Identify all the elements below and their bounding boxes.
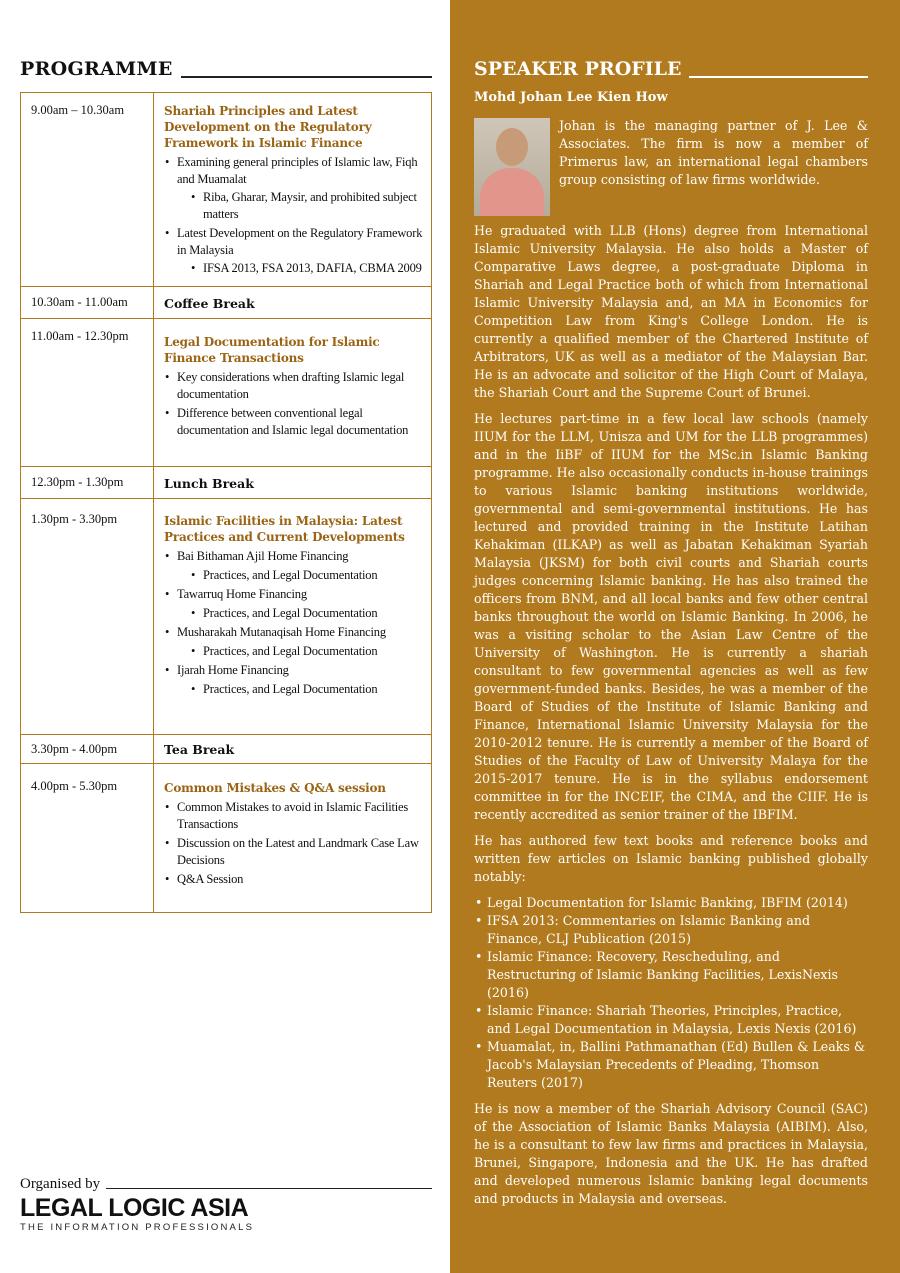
heading-rule [181, 76, 432, 78]
session-subitem: • Practices, and Legal Documentation [177, 643, 423, 660]
session-time: 9.00am – 10.30am [21, 93, 154, 286]
organiser-logo: LEGAL LOGIC ASIA [20, 1194, 249, 1222]
speaker-bio [474, 117, 868, 1216]
session-item: • Examining general principles of Islamic law, Fiqh and Muamalat • Riba, Gharar, Maysir, and prohibited subject matters [164, 154, 423, 222]
session-item: • Ijarah Home Financing • Practices, and Legal Documentation [164, 662, 423, 697]
session-content [154, 287, 431, 318]
bio-closing: He is now a member of the Shariah Advisory Council (SAC) of the Association of Islamic Banks Malaysia (AIBIM). Also, he is a consultant to few law firms and practices in Malaysia, Brunei, Singapore, Indonesia and the UK. He has drafted and developed numerous Islamic banking legal documents and products in Malaysia and overseas. [474, 1101, 868, 1206]
session-time: 4.00pm - 5.30pm [21, 764, 154, 912]
session-subitem: • IFSA 2013, FSA 2013, DAFIA, CBMA 2009 [177, 260, 423, 277]
session-item: • Tawarruq Home Financing • Practices, and Legal Documentation [164, 586, 423, 621]
session-time: 10.30am - 11.00am [21, 287, 154, 318]
programme-table [20, 92, 432, 913]
bio-paragraph: He lectures part-time in a few local law schools (namely IIUM for the LLM, Unisza and UM for the LLB programmes) and in the IiBF of IIUM for the MSc.in Islamic Banking programme. He also occasionally conducts in-house trainings to various Islamic banking institutions worldwide, governmental and semi-governmental institutions. He has lectured and provided training in the Institute Latihan Kehakiman (ILKAP) as well as Jabatan Kehakiman Syariah Malaysia (JKSM) for both civil courts and Shariah courts judges concerning Islamic banking. He has also trained the officers from BNM, and all local banks and few other central banks throughout the world on Islamic Banking. In 2006, he was a visiting scholar to the Asian Law Centre of the University of Washington. He is currently a shariah consultant to few governmental agencies as well as few government-funded banks. Besides, he was a member of the Board of Studies of the Institute of Islamic Banking and Finance, International Islamic University Malaysia for the 2010-2012 tenure. He is currently a member of the Board of Studies of the Faculty of Law of University Malaya for the 2015-2017 tenure. He is in the syllabus endorsement committee in for the INCEIF, the CIMA, and the CIIF. He is recently accredited as senior trainer of the IBFIM. [474, 411, 868, 822]
programme-row [21, 93, 431, 287]
break-title: Lunch Break [164, 476, 254, 491]
session-content [154, 735, 431, 763]
programme-heading: PROGRAMME [20, 58, 173, 80]
bio-paragraph: He has authored few text books and reference books and written few articles on Islamic banking published globally notably: [474, 833, 868, 884]
publication-item: • Islamic Finance: Shariah Theories, Principles, Practice, and Legal Documentation in Malaysia, Lexis Nexis (2016) [474, 1002, 868, 1038]
publication-item: • Legal Documentation for Islamic Banking, IBFIM (2014) [474, 894, 868, 912]
speaker-heading: SPEAKER PROFILE [474, 58, 682, 80]
organised-by-label: Organised by [20, 1176, 101, 1192]
session-subitem: • Practices, and Legal Documentation [177, 567, 423, 584]
speaker-column [450, 0, 900, 1273]
session-item: • Musharakah Mutanaqisah Home Financing • Practices, and Legal Documentation [164, 624, 423, 659]
session-time: 11.00am - 12.30pm [21, 319, 154, 466]
break-title: Tea Break [164, 742, 235, 757]
organiser-tagline: THE INFORMATION PROFESSIONALS [20, 1222, 255, 1233]
session-time: 1.30pm - 3.30pm [21, 499, 154, 734]
organiser-block [20, 1176, 432, 1233]
organiser-rule [106, 1188, 432, 1189]
programme-row [21, 764, 431, 912]
session-item: • Q&A Session [164, 871, 423, 888]
speaker-photo [474, 118, 550, 216]
session-item: • Discussion on the Latest and Landmark Case Law Decisions [164, 835, 423, 868]
session-item: • Common Mistakes to avoid in Islamic Facilities Transactions [164, 799, 423, 832]
programme-row [21, 467, 431, 499]
session-subitem: • Practices, and Legal Documentation [177, 605, 423, 622]
bio-paragraph: Johan is the managing partner of J. Lee & Associates. The firm is now a member of Primerus law, an international legal chambers group consisting of law firms worldwide. [559, 118, 868, 187]
session-title: Legal Documentation for Islamic Finance Transactions [164, 335, 380, 365]
session-content [154, 764, 431, 912]
session-subitem: • Practices, and Legal Documentation [177, 681, 423, 698]
session-content [154, 319, 431, 466]
session-title: Common Mistakes & Q&A session [164, 781, 386, 795]
publication-item: • IFSA 2013: Commentaries on Islamic Banking and Finance, CLJ Publication (2015) [474, 912, 868, 948]
heading-rule [689, 76, 868, 78]
session-item: • Bai Bithaman Ajil Home Financing • Practices, and Legal Documentation [164, 548, 423, 583]
session-content [154, 467, 431, 498]
speaker-header [474, 58, 868, 80]
publication-list [474, 894, 868, 1092]
programme-row [21, 735, 431, 764]
session-subitem: • Riba, Gharar, Maysir, and prohibited subject matters [177, 189, 423, 222]
programme-row [21, 499, 431, 735]
programme-header [20, 58, 432, 80]
session-time: 3.30pm - 4.00pm [21, 735, 154, 763]
session-title: Islamic Facilities in Malaysia: Latest Practices and Current Developments [164, 514, 405, 544]
programme-row [21, 319, 431, 467]
session-item: • Latest Development on the Regulatory Framework in Malaysia • IFSA 2013, FSA 2013, DAFIA, CBMA 2009 [164, 225, 423, 277]
publication-item: • Muamalat, in, Ballini Pathmanathan (Ed) Bullen & Leaks & Jacob's Malaysian Precedents of Pleading, Thomson Reuters (2017) [474, 1038, 868, 1092]
programme-row [21, 287, 431, 319]
publication-item: • Islamic Finance: Recovery, Rescheduling, and Restructuring of Islamic Banking Facilities, LexisNexis (2016) [474, 948, 868, 1002]
session-item: • Key considerations when drafting Islamic legal documentation [164, 369, 423, 402]
session-title: Shariah Principles and Latest Development on the Regulatory Framework in Islamic Finance [164, 104, 372, 150]
bio-paragraph: He graduated with LLB (Hons) degree from International Islamic University Malaysia. He also holds a Master of Comparative Laws degree, a post-graduate Diploma in Shariah and Legal Practice both of which from International Islamic University Malaysia and, an MA in Economics for Competition Law from King's College London. He is currently a qualified member of the Chartered Institute of Arbitrators, UK as well as a mediator of the Malaysian Bar. He is an advocate and solicitor of the High Court of Malaya, the Shariah Court and the Supreme Court of Brunei. [474, 223, 868, 400]
speaker-name: Mohd Johan Lee Kien How [474, 90, 668, 105]
break-title: Coffee Break [164, 296, 255, 311]
session-item: • Difference between conventional legal documentation and Islamic legal documentation [164, 405, 423, 438]
session-time: 12.30pm - 1.30pm [21, 467, 154, 498]
session-content [154, 499, 431, 734]
session-content [154, 93, 431, 286]
